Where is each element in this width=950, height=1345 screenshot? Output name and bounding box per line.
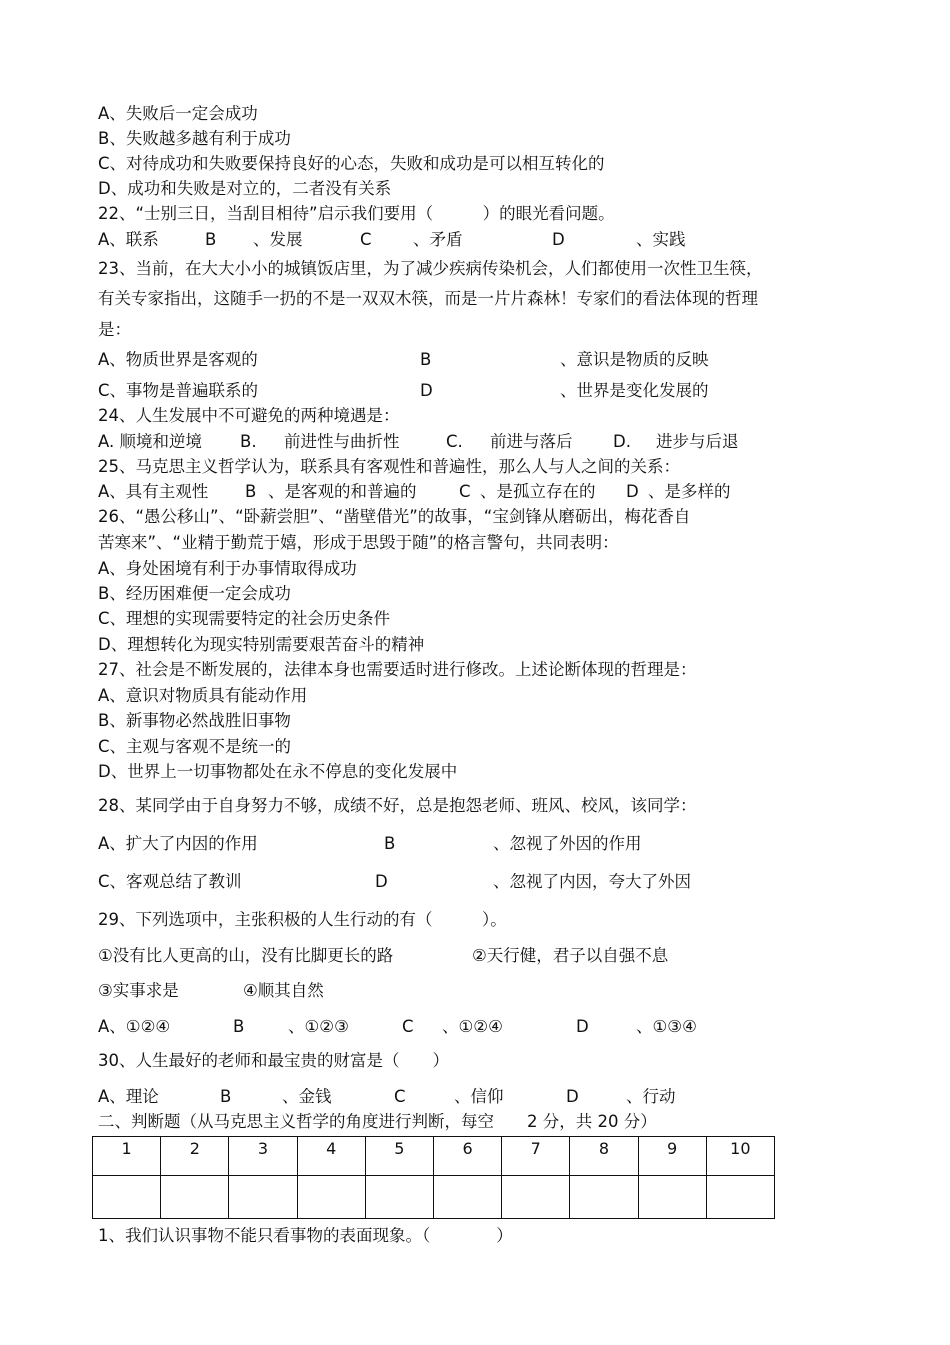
q23-option-d-letter: D xyxy=(420,381,433,400)
q25-option-b-letter: B xyxy=(245,482,257,501)
grid-header-cell: 5 xyxy=(365,1137,433,1176)
grid-header-cell: 7 xyxy=(502,1137,570,1176)
q23-stem-line3: 是： xyxy=(98,320,131,339)
grid-header-cell: 4 xyxy=(297,1137,365,1176)
grid-answer-cell[interactable] xyxy=(570,1176,638,1219)
q23-option-d-text: 、世界是变化发展的 xyxy=(560,381,709,400)
q22-option-a: A、联系 xyxy=(98,230,159,249)
q26-option-b: B、经历困难便一定会成功 xyxy=(98,584,291,603)
q24-option-b-letter: B. xyxy=(240,432,257,451)
grid-header-cell: 6 xyxy=(433,1137,501,1176)
q21-option-c: C、对待成功和失败要保持良好的心态，失败和成功是可以相互转化的 xyxy=(98,154,605,173)
q29-option-a: A、①②④ xyxy=(98,1017,171,1036)
grid-answer-cell[interactable] xyxy=(502,1176,570,1219)
q22-stem: 22、“士别三日，当刮目相待”启示我们要用（ ）的眼光看问题。 xyxy=(98,204,615,223)
q22-option-b-letter: B xyxy=(205,230,217,249)
q29-item-1: ①没有比人更高的山，没有比脚更长的路 xyxy=(98,946,394,965)
q28-option-b-letter: B xyxy=(384,834,396,853)
q27-stem: 27、社会是不断发展的，法律本身也需要适时进行修改。上述论断体现的哲理是： xyxy=(98,660,697,679)
q24-option-c-letter: C. xyxy=(446,432,463,451)
q25-option-b-text: 、是客观的和普遍的 xyxy=(268,482,417,501)
grid-header-cell: 2 xyxy=(161,1137,229,1176)
q28-stem: 28、某同学由于自身努力不够，成绩不好，总是抱怨老师、班风、校风，该同学： xyxy=(98,796,697,815)
answer-grid xyxy=(92,1136,775,1219)
q25-option-d-text: 、是多样的 xyxy=(648,482,731,501)
q22-option-c-text: 、矛盾 xyxy=(413,230,463,249)
q24-stem: 24、人生发展中不可避免的两种境遇是： xyxy=(98,406,400,425)
q30-option-c-text: 、信仰 xyxy=(454,1087,504,1106)
q29-option-d-letter: D xyxy=(576,1017,589,1036)
q26-option-d: D、理想转化为现实特别需要艰苦奋斗的精神 xyxy=(98,635,425,654)
q27-option-c: C、主观与客观不是统一的 xyxy=(98,737,292,756)
q22-option-d-letter: D xyxy=(552,230,565,249)
q21-option-d: D、成功和失败是对立的，二者没有关系 xyxy=(98,179,392,198)
q26-option-c: C、理想的实现需要特定的社会历史条件 xyxy=(98,609,391,628)
q30-option-b-letter: B xyxy=(220,1087,232,1106)
q25-stem: 25、马克思主义哲学认为，联系具有客观性和普遍性，那么人与人之间的关系： xyxy=(98,457,680,476)
q23-option-a: A、物质世界是客观的 xyxy=(98,350,258,369)
grid-answer-cell[interactable] xyxy=(706,1176,774,1219)
q23-option-b-letter: B xyxy=(420,350,432,369)
q23-option-b-text: 、意识是物质的反映 xyxy=(560,350,709,369)
q25-option-c-letter: C xyxy=(459,482,471,501)
q22-option-c-letter: C xyxy=(360,230,372,249)
grid-answer-cell[interactable] xyxy=(161,1176,229,1219)
q24-option-a: A. 顺境和逆境 xyxy=(98,432,202,451)
q26-stem-line2: 苦寒来”、“业精于勤荒于嬉，形成于思毁于随”的格言警句，共同表明： xyxy=(98,533,619,552)
q29-option-c-letter: C xyxy=(402,1017,414,1036)
q26-stem-line1: 26、“愚公移山”、“卧薪尝胆”、“凿壁借光”的故事，“宝剑锋从磨砺出，梅花香自 xyxy=(98,507,691,526)
q28-option-c: C、客观总结了教训 xyxy=(98,872,242,891)
q25-option-c-text: 、是孤立存在的 xyxy=(480,482,596,501)
grid-answer-cell[interactable] xyxy=(229,1176,297,1219)
q24-option-c-text: 前进与落后 xyxy=(490,432,573,451)
q28-option-b-text: 、忽视了外因的作用 xyxy=(493,834,642,853)
grid-header-cell: 10 xyxy=(706,1137,774,1176)
q22-option-b-text: 、发展 xyxy=(253,230,303,249)
grid-header-cell: 9 xyxy=(638,1137,706,1176)
q24-option-d-letter: D. xyxy=(613,432,631,451)
q29-stem: 29、下列选项中，主张积极的人生行动的有（ ）。 xyxy=(98,910,507,929)
q29-option-b-letter: B xyxy=(233,1017,245,1036)
q29-option-d-text: 、①③④ xyxy=(636,1017,697,1036)
grid-header-cell: 8 xyxy=(570,1137,638,1176)
q23-stem-line1: 23、当前，在大大小小的城镇饭店里，为了减少疾病传染机会，人们都使用一次性卫生筷， xyxy=(98,259,763,278)
grid-header-cell: 1 xyxy=(93,1137,161,1176)
q30-stem: 30、人生最好的老师和最宝贵的财富是（ ） xyxy=(98,1051,449,1070)
q25-option-a: A、具有主观性 xyxy=(98,482,209,501)
q27-option-a: A、意识对物质具有能动作用 xyxy=(98,686,308,705)
q24-option-b-text: 前进性与曲折性 xyxy=(284,432,400,451)
q29-item-4: ④顺其自然 xyxy=(243,981,324,1000)
answer-grid-header-row xyxy=(93,1137,775,1176)
q24-option-d-text: 进步与后退 xyxy=(656,432,739,451)
section2-heading: 二、判断题（从马克思主义哲学的角度进行判断，每空 2 分，共 20 分） xyxy=(98,1112,657,1131)
q30-option-d-letter: D xyxy=(566,1087,579,1106)
q29-item-3: ③实事求是 xyxy=(98,981,179,1000)
judge-q1: 1、我们认识事物不能只看事物的表面现象。（ ） xyxy=(98,1226,513,1245)
q30-option-d-text: 、行动 xyxy=(626,1087,676,1106)
q28-option-a: A、扩大了内因的作用 xyxy=(98,834,258,853)
q28-option-d-letter: D xyxy=(375,872,388,891)
grid-answer-cell[interactable] xyxy=(297,1176,365,1219)
q30-option-a: A、理论 xyxy=(98,1087,159,1106)
grid-header-cell: 3 xyxy=(229,1137,297,1176)
q21-option-a: A、失败后一定会成功 xyxy=(98,104,258,123)
q25-option-d-letter: D xyxy=(626,482,639,501)
grid-answer-cell[interactable] xyxy=(365,1176,433,1219)
q21-option-b: B、失败越多越有利于成功 xyxy=(98,129,291,148)
q26-option-a: A、身处困境有利于办事情取得成功 xyxy=(98,559,357,578)
grid-answer-cell[interactable] xyxy=(638,1176,706,1219)
q29-item-2: ②天行健，君子以自强不息 xyxy=(472,946,669,965)
q29-option-c-text: 、①②④ xyxy=(442,1017,503,1036)
q29-option-b-text: 、①②③ xyxy=(288,1017,349,1036)
q30-option-b-text: 、金钱 xyxy=(282,1087,332,1106)
q23-option-c: C、事物是普遍联系的 xyxy=(98,381,259,400)
q30-option-c-letter: C xyxy=(394,1087,406,1106)
q27-option-d: D、世界上一切事物都处在永不停息的变化发展中 xyxy=(98,762,458,781)
q22-option-d-text: 、实践 xyxy=(636,230,686,249)
q27-option-b: B、新事物必然战胜旧事物 xyxy=(98,711,291,730)
answer-grid-blank-row xyxy=(93,1176,775,1219)
grid-answer-cell[interactable] xyxy=(93,1176,161,1219)
q28-option-d-text: 、忽视了内因，夸大了外因 xyxy=(493,872,691,891)
q23-stem-line2: 有关专家指出，这随手一扔的不是一双双木筷，而是一片片森林！专家们的看法体现的哲理 xyxy=(98,289,758,308)
grid-answer-cell[interactable] xyxy=(433,1176,501,1219)
